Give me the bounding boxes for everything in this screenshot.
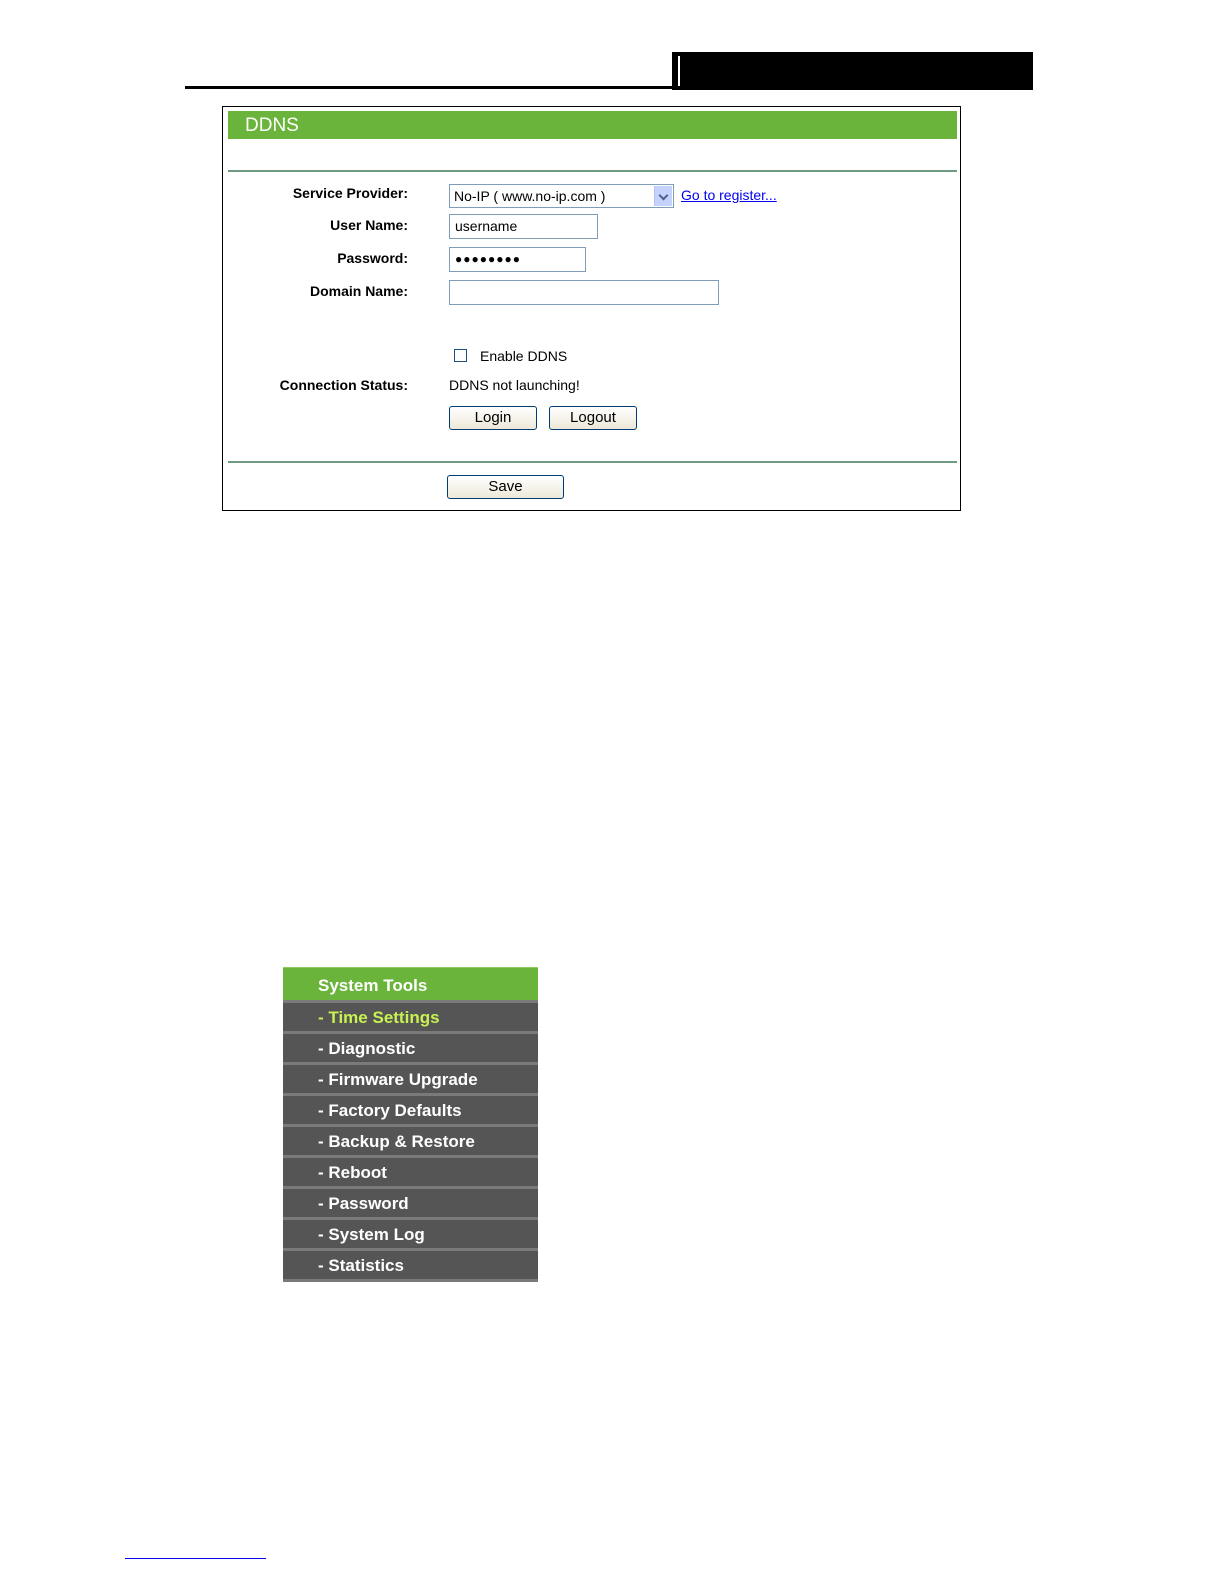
menu-item-statistics[interactable]: - Statistics [283, 1248, 538, 1279]
ddns-panel [222, 106, 961, 511]
register-link[interactable]: Go to register... [681, 187, 777, 203]
service-provider-label: Service Provider: [292, 185, 408, 201]
password-field[interactable]: ●●●●●●●● [449, 247, 586, 272]
connection-status-value: DDNS not launching! [449, 377, 580, 393]
menu-item-firmware-upgrade[interactable]: - Firmware Upgrade [283, 1062, 538, 1093]
logout-button[interactable]: Logout [549, 406, 637, 430]
login-button[interactable]: Login [449, 406, 537, 430]
footer-link-underline [125, 1558, 266, 1559]
menu-item-diagnostic[interactable]: - Diagnostic [283, 1031, 538, 1062]
enable-ddns-label: Enable DDNS [480, 348, 568, 364]
menu-header[interactable]: System Tools [283, 967, 538, 1000]
system-tools-menu [283, 967, 538, 1282]
menu-item-reboot[interactable]: - Reboot [283, 1155, 538, 1186]
menu-item-time-settings[interactable]: - Time Settings [283, 1000, 538, 1031]
page-header-rule [185, 86, 672, 89]
ddns-title: DDNS [228, 111, 957, 139]
bottom-divider [228, 461, 957, 463]
service-provider-select[interactable] [449, 184, 674, 208]
page-header-block [672, 52, 1033, 90]
menu-item-backup-restore[interactable]: - Backup & Restore [283, 1124, 538, 1155]
save-button[interactable]: Save [447, 475, 564, 499]
connection-status-label: Connection Status: [279, 377, 408, 393]
service-provider-value: No-IP ( www.no-ip.com ) [454, 188, 606, 204]
domain-name-label: Domain Name: [309, 283, 408, 299]
chevron-down-icon[interactable] [654, 186, 672, 206]
top-divider [228, 170, 957, 172]
password-label: Password: [337, 250, 408, 266]
user-name-field[interactable]: username [449, 214, 598, 239]
enable-ddns-checkbox[interactable] [454, 349, 467, 362]
domain-name-field[interactable] [449, 280, 719, 305]
menu-item-factory-defaults[interactable]: - Factory Defaults [283, 1093, 538, 1124]
user-name-label: User Name: [330, 217, 408, 233]
menu-item-password[interactable]: - Password [283, 1186, 538, 1217]
menu-item-system-log[interactable]: - System Log [283, 1217, 538, 1248]
